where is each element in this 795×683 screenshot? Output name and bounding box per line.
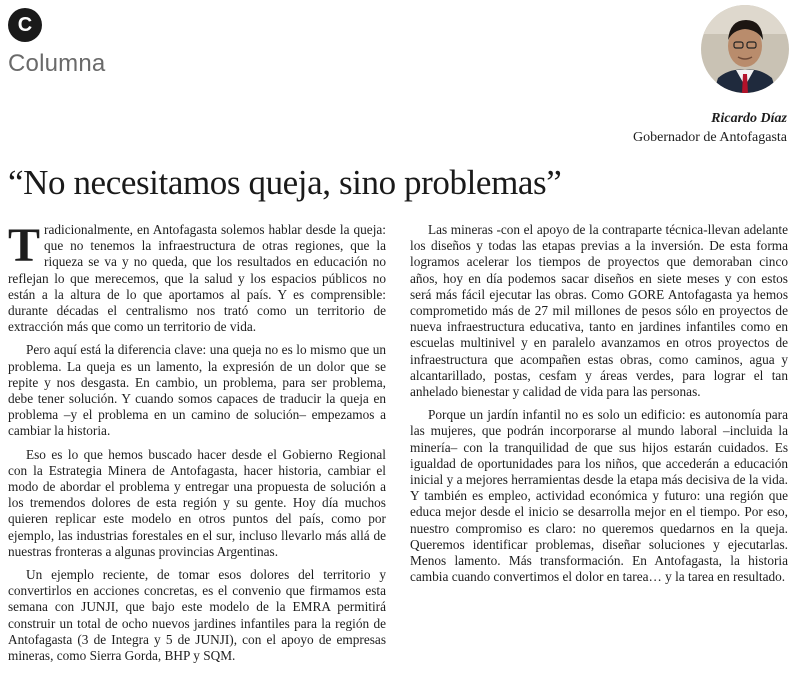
article-column-right <box>410 222 788 592</box>
section-badge: C <box>8 8 42 42</box>
author-photo <box>700 4 790 104</box>
drop-cap: T <box>8 219 41 272</box>
paragraph-4: Un ejemplo reciente, de tomar esos dolores del territorio y convertirlos en acciones concretas, es el convenio que firmamos esta semana con JUNJI, que bajo este modelo de la EMRA permitirá construir un total de ocho nuevos jardines infantiles para la región de Antofagasta (3 de Integra y 5 de JUNJI), con el apoyo de empresas mineras, como Sierra Gorda, BHP y SQM. <box>8 567 386 664</box>
paragraph-1 <box>8 219 386 335</box>
paragraph-6: Porque un jardín infantil no es solo un edificio: es autonomía para las mujeres, que podrán incorporarse al mundo laboral –incluida la minería– con la tranquilidad de que sus hijos estarán cuidados. Es igualdad de oportunidades para los niños, que accederán a educación inicial y a mejores herramientas desde la etapa más decisiva de la vida. Y también es empleo, actividad económica y futuro: una región que educa mejor desde el inicio se desarrolla mejor en el tiempo. Por eso, nuestro compromiso es claro: no queremos quedarnos en la queja. Queremos identificar problemas, diseñar soluciones y ejecutarlas. Menos lamento. Más transformación. En Antofagasta, la historia cambia cuando convertimos el dolor en tarea… y la tarea en resultado. <box>410 407 788 585</box>
article-column-left <box>8 219 386 671</box>
headline: “No necesitamos queja, sino problemas” <box>8 163 562 202</box>
paragraph-5: Las mineras -con el apoyo de la contraparte técnica-llevan adelante los diseños y todas las etapas previas a la inversión. De esta forma logramos acelerar los tiempos de proyectos que demoraban cinco años, hoy en día podemos sacar diseños en siete meses y con estos será más fácil ejecutar las obras. Como GORE Antofagasta ya hemos comprometido más de 27 mil millones de pesos sólo en proyectos de nueva infraestructura educativa, tanto en jardines infantiles como en escuelas multinivel y en paralelo avanzamos en otros proyectos de infraestructura que acompañen estas obras, como caminos, agua y alcantarillado, postas, cesfam y áreas verdes, para lograr el tan anhelado bienestar y calidad de vida para las personas. <box>410 222 788 400</box>
author-name: Ricardo Díaz <box>711 111 787 126</box>
paragraph-2: Pero aquí está la diferencia clave: una queja no es lo mismo que un problema. La queja es un lamento, la expresión de un dolor que se repite y nos desgasta. En cambio, un problema, para ser problema, debe tener solución. Y cuando somos capaces de traducir la queja en problema –y el problema en un camino de solución– empezamos a cambiar la historia. <box>8 342 386 439</box>
section-label: Columna <box>8 50 106 77</box>
author-role: Gobernador de Antofagasta <box>633 130 787 145</box>
paragraph-3: Eso es lo que hemos buscado hacer desde el Gobierno Regional con la Estrategia Minera de Antofagasta, hacer historia, cambiar el modo de abordar el problema y entregar una propuesta de solución a los tremendos dolores de esta región y su gente. Hoy día muchos quieren replicar este modelo en otros puntos del país, como por ejemplo, las industrias forestales en el sur, incluso llevarlo más allá de nuestras fronteras a algunas provincias Argentinas. <box>8 446 386 559</box>
paragraph-1-text: radicionalmente, en Antofagasta solemos hablar desde la queja: que no tenemos la infraestructura de otras regiones, que la riqueza se va y no queda, que los resultados en educación no reflejan lo que merecemos, que la salud y los espacios públicos no están a la altura de lo que aportamos al país. Y es comprensible: durante décadas el centralismo nos trató como un territorio de extracción más que como un territorio de vida. <box>8 222 386 335</box>
